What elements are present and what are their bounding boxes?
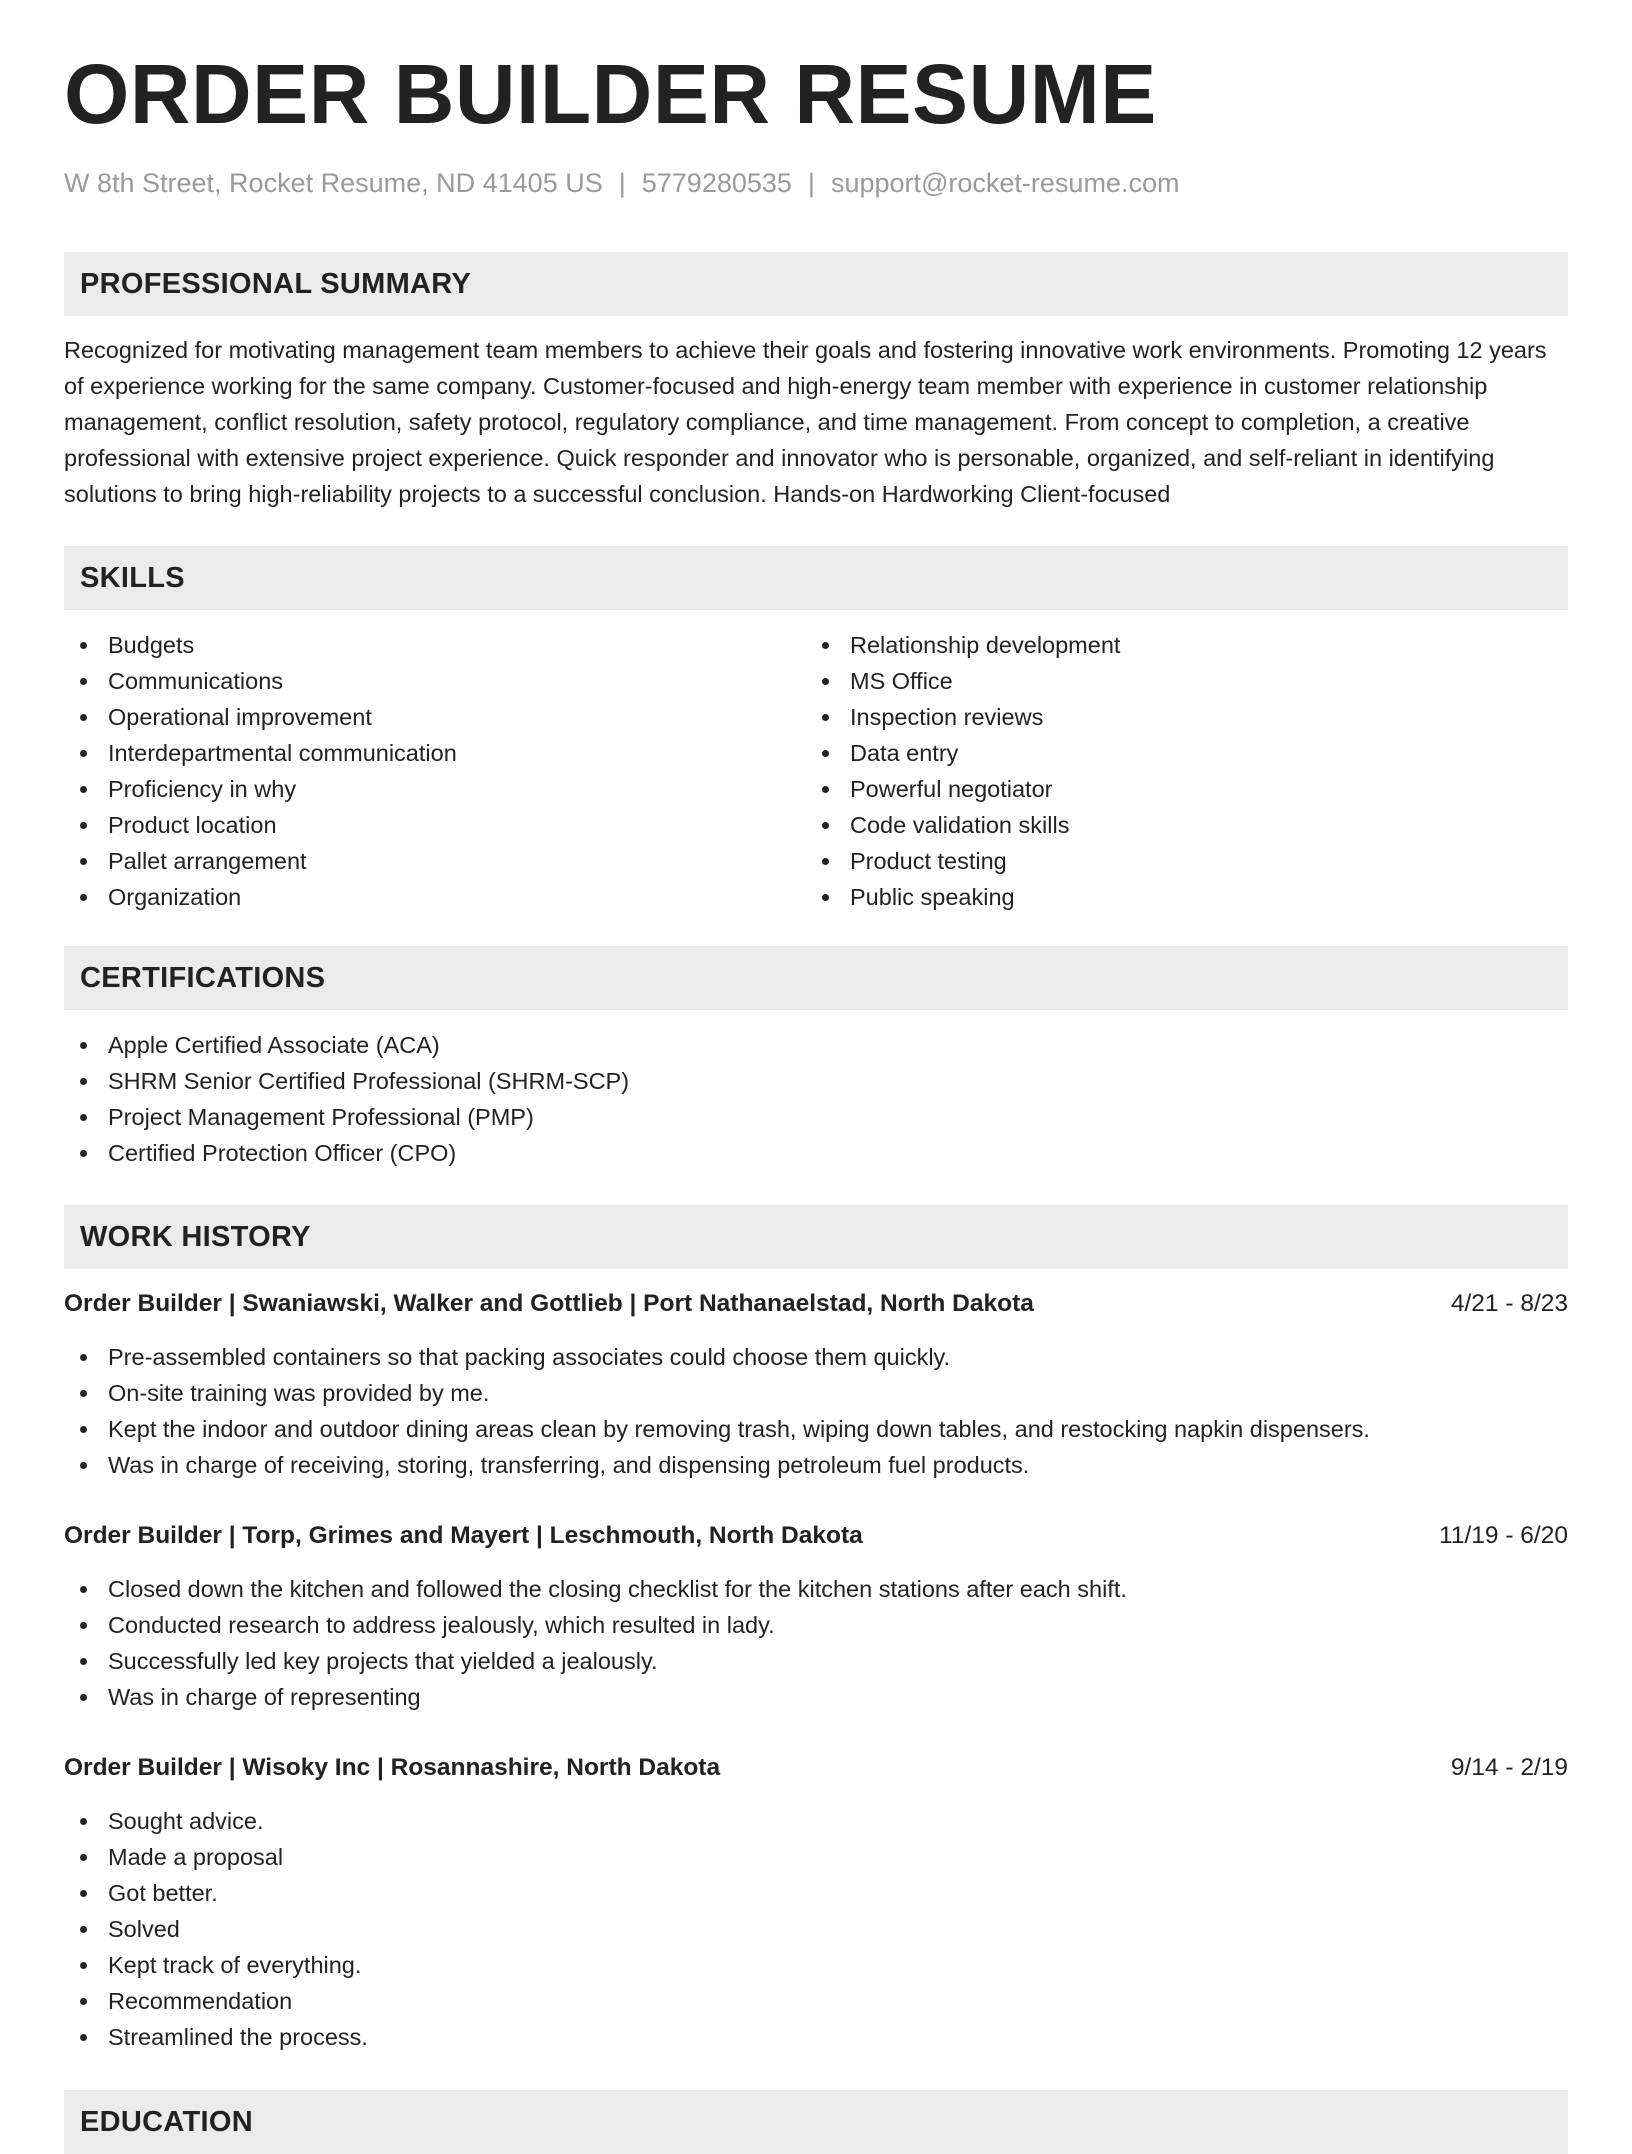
- skill-item: Data entry: [806, 735, 1506, 771]
- skill-item: Public speaking: [806, 879, 1506, 915]
- job-bullets: [64, 1339, 1568, 1483]
- job-bullet: Was in charge of receiving, storing, transferring, and dispensing petroleum fuel products.: [64, 1447, 1568, 1483]
- resume-title: ORDER BUILDER RESUME: [64, 47, 1157, 141]
- job-title: Order Builder | Torp, Grimes and Mayert | Leschmouth, North Dakota: [64, 1522, 863, 1549]
- skill-item: MS Office: [806, 663, 1506, 699]
- section-heading-work-history: WORK HISTORY: [64, 1205, 1568, 1269]
- contact-separator: |: [807, 168, 815, 198]
- certification-item: SHRM Senior Certified Professional (SHRM-SCP): [64, 1063, 1568, 1099]
- job-bullet: Solved: [64, 1911, 1568, 1947]
- job-bullet: Closed down the kitchen and followed the closing checklist for the kitchen stations after each shift.: [64, 1571, 1568, 1607]
- skill-item: Budgets: [64, 627, 764, 663]
- job-bullet: Recommendation: [64, 1983, 1568, 2019]
- contact-address: W 8th Street, Rocket Resume, ND 41405 US: [64, 168, 603, 198]
- certification-item: Project Management Professional (PMP): [64, 1099, 1568, 1135]
- job-bullets: [64, 1803, 1568, 2055]
- certifications-list: [64, 1027, 1568, 1171]
- section-heading-education: EDUCATION: [64, 2090, 1568, 2154]
- contact-email[interactable]: support@rocket-resume.com: [830, 168, 1180, 198]
- job-title: Order Builder | Wisoky Inc | Rosannashire, North Dakota: [64, 1754, 721, 1781]
- job-bullet: Streamlined the process.: [64, 2019, 1568, 2055]
- skill-item: Operational improvement: [64, 699, 764, 735]
- section-heading-summary: PROFESSIONAL SUMMARY: [64, 252, 1568, 316]
- job-bullet: On-site training was provided by me.: [64, 1375, 1568, 1411]
- job-dates: 4/21 - 8/23: [1450, 1290, 1568, 1317]
- certification-item: Certified Protection Officer (CPO): [64, 1135, 1568, 1171]
- skill-item: Powerful negotiator: [806, 771, 1506, 807]
- contact-phone: 5779280535: [641, 168, 792, 198]
- skills-list-left: [64, 627, 764, 915]
- skill-item: Interdepartmental communication: [64, 735, 764, 771]
- skill-item: Pallet arrangement: [64, 843, 764, 879]
- section-heading-certifications: CERTIFICATIONS: [64, 946, 1568, 1010]
- job-bullet: Made a proposal: [64, 1839, 1568, 1875]
- job-bullet: Kept track of everything.: [64, 1947, 1568, 1983]
- job-bullet: Conducted research to address jealously, which resulted in lady.: [64, 1607, 1568, 1643]
- skill-item: Inspection reviews: [806, 699, 1506, 735]
- job-bullets: [64, 1571, 1568, 1715]
- job-dates: 9/14 - 2/19: [1450, 1754, 1568, 1781]
- job-bullet: Was in charge of representing: [64, 1679, 1568, 1715]
- job-title: Order Builder | Swaniawski, Walker and Gottlieb | Port Nathanaelstad, North Dakota: [64, 1290, 1034, 1317]
- section-heading-skills: SKILLS: [64, 546, 1568, 610]
- skill-item: Proficiency in why: [64, 771, 764, 807]
- job-bullet: Got better.: [64, 1875, 1568, 1911]
- skill-item: Communications: [64, 663, 764, 699]
- contact-line: [64, 168, 1179, 199]
- job-bullet: Sought advice.: [64, 1803, 1568, 1839]
- skill-item: Product testing: [806, 843, 1506, 879]
- certification-item: Apple Certified Associate (ACA): [64, 1027, 1568, 1063]
- skill-item: Organization: [64, 879, 764, 915]
- skill-item: Relationship development: [806, 627, 1506, 663]
- job-bullet: Pre-assembled containers so that packing associates could choose them quickly.: [64, 1339, 1568, 1375]
- summary-text: Recognized for motivating management team members to achieve their goals and fostering innovative work environments. Promoting 12 years of experience working for the same company. Customer-focused and high-energy team member with experience in customer relationship management, conflict resolution, safety protocol, regulatory compliance, and time management. From concept to completion, a creative professional with extensive project experience. Quick responder and innovator who is personable, organized, and self-reliant in identifying solutions to bring high-reliability projects to a successful conclusion. Hands-on Hardworking Client-focused: [64, 337, 1547, 507]
- job-bullet: Kept the indoor and outdoor dining areas clean by removing trash, wiping down tables, and restocking napkin dispensers.: [64, 1411, 1568, 1447]
- job-dates: 11/19 - 6/20: [1439, 1522, 1568, 1549]
- skills-list-right: [806, 627, 1506, 915]
- contact-separator: |: [618, 168, 626, 198]
- skill-item: Code validation skills: [806, 807, 1506, 843]
- skill-item: Product location: [64, 807, 764, 843]
- job-bullet: Successfully led key projects that yielded a jealously.: [64, 1643, 1568, 1679]
